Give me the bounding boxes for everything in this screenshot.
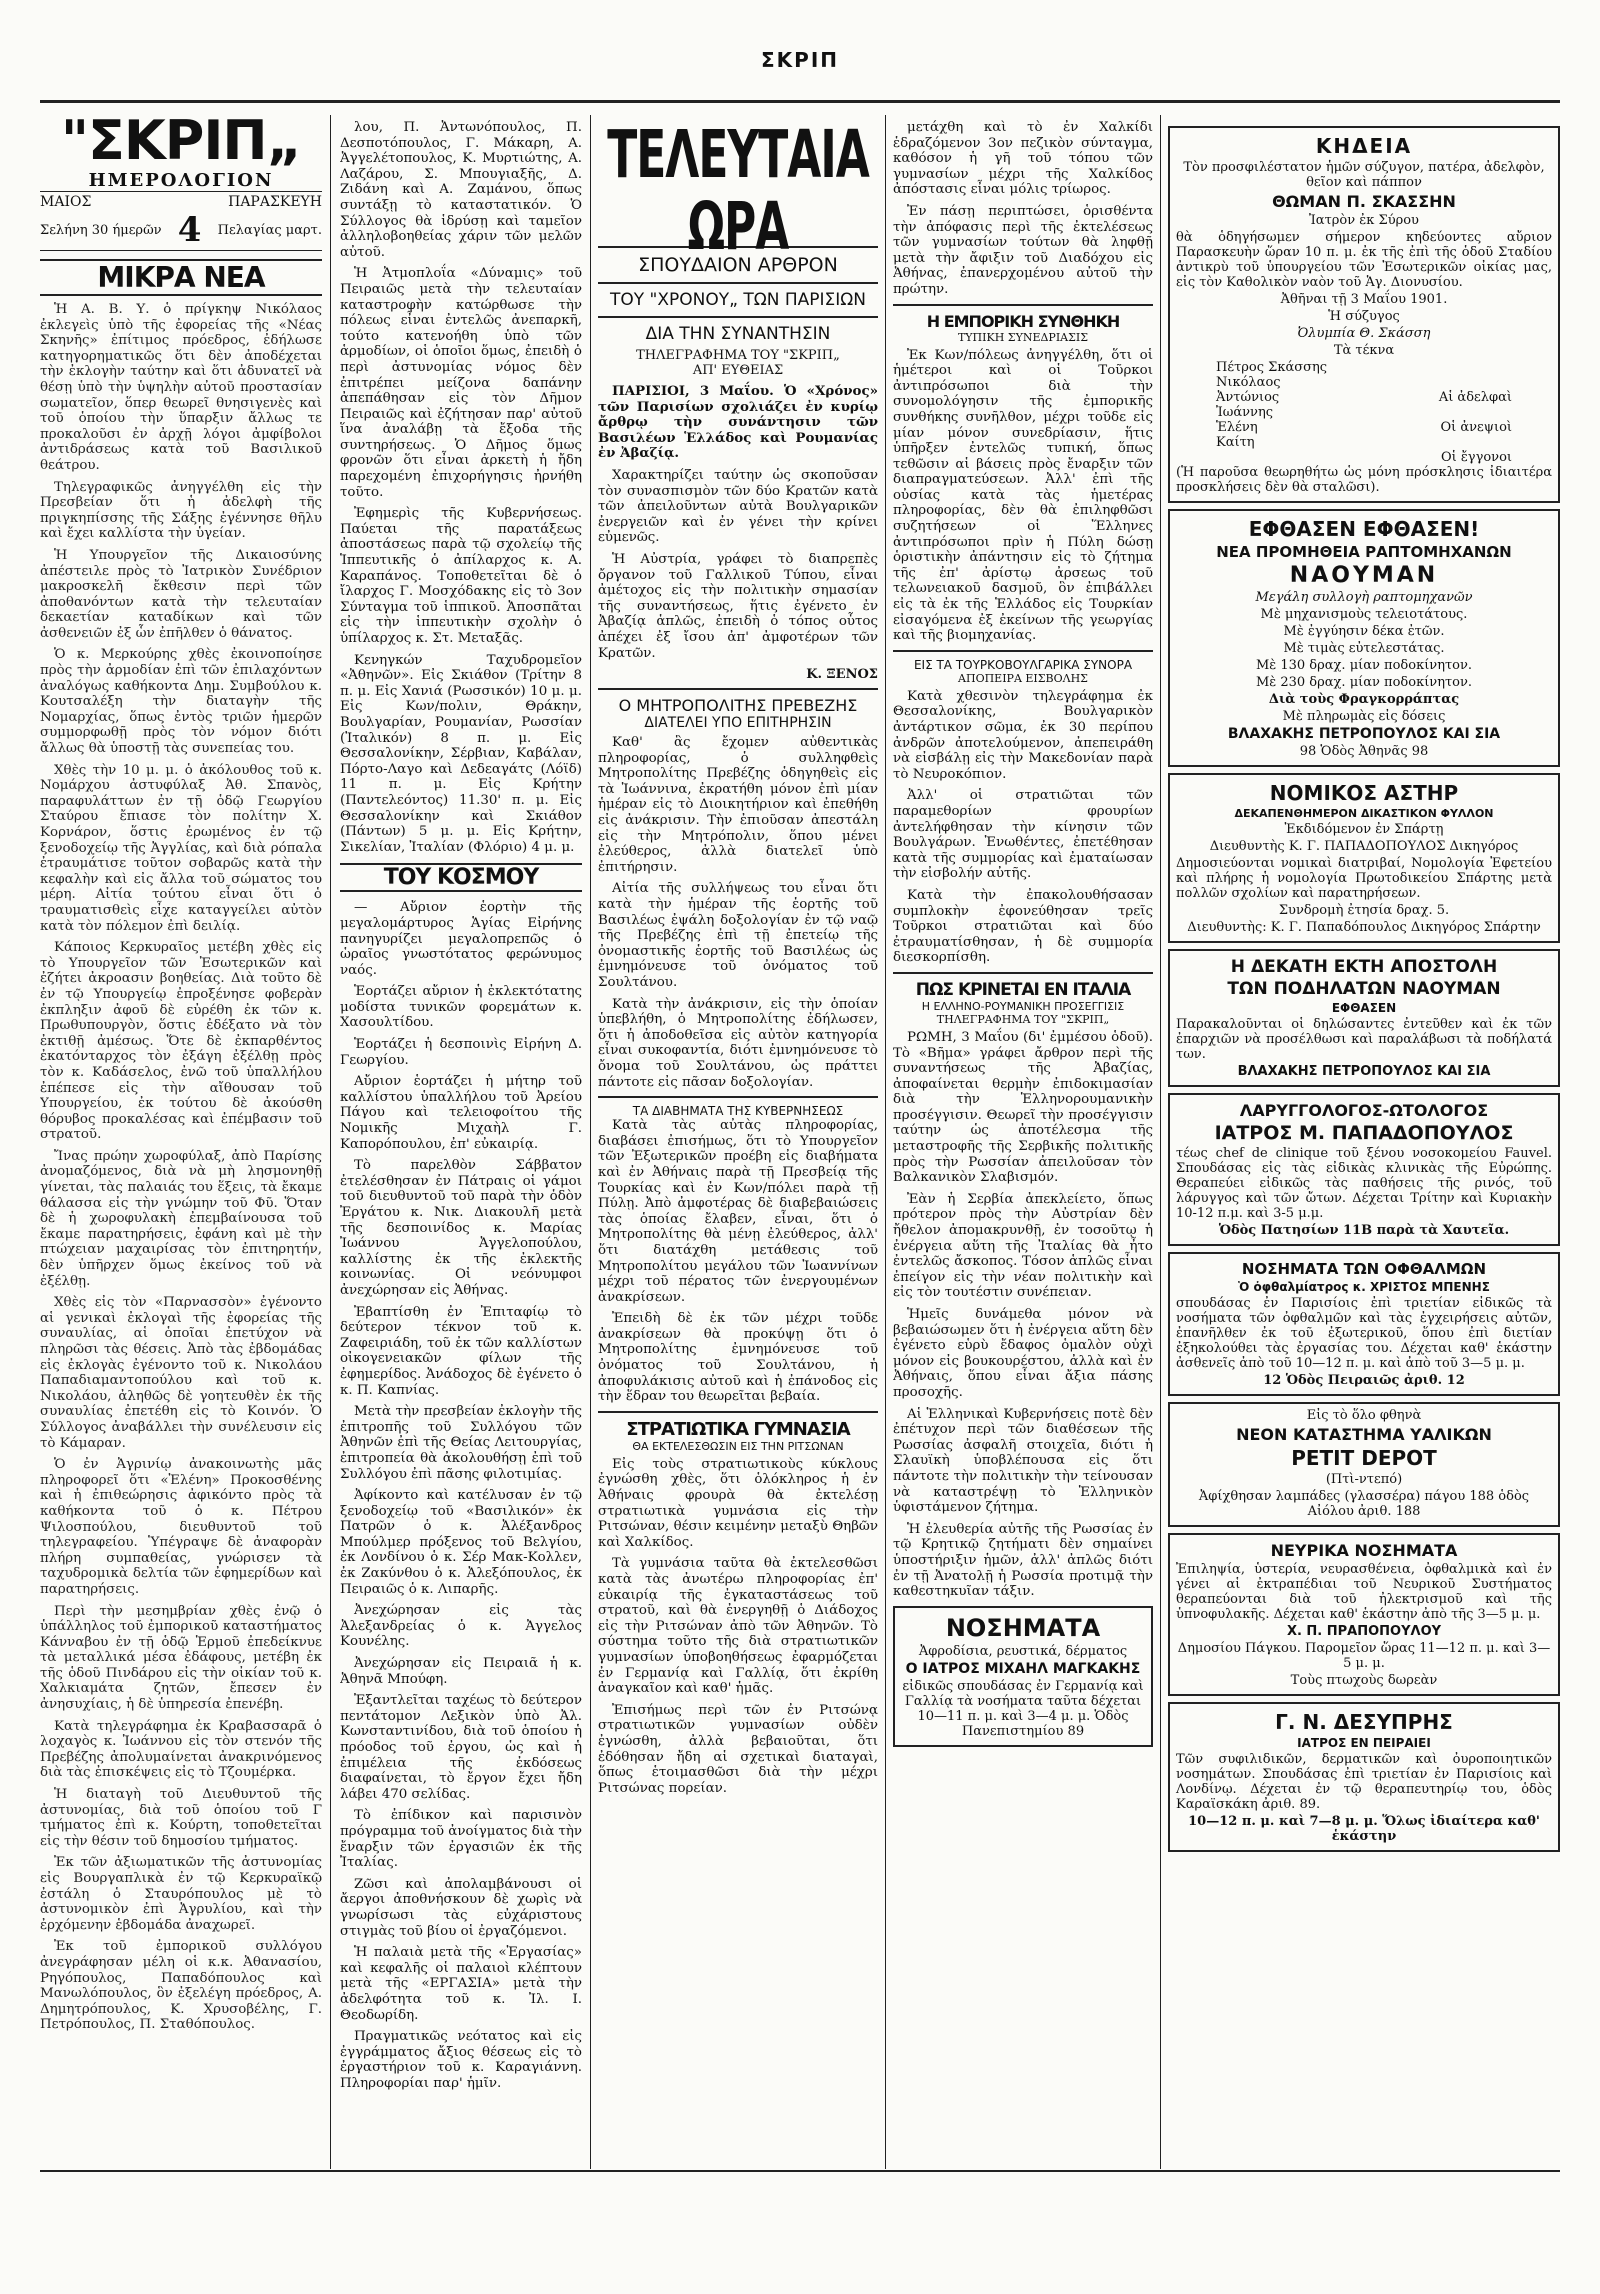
- ad-title: Εἰς τὸ ὅλο φθηνὰ: [1306, 1408, 1422, 1423]
- subheading: ΑΠ' ΕΥΘΕΙΑΣ: [692, 363, 784, 378]
- article-text: Ἐκ Κων/πόλεως ἀνηγγέλθη, ὅτι οἱ ἡμέτεροι καὶ οἱ Τοῦρκοι ἀντιπρόσωποι διὰ τὴν συνομολόγησιν τῆς ἐμπορικῆς συνθήκης συνῆλθον, μέχρι τοῦδε εἰς μίαν μόνον συνεδρίασιν, ἥτις ὑπῆρξεν ἐντελῶς τυπική, ὅπως τεθῶσιν αἱ βάσεις πρὸς ἔναρξιν τῶν διαπραγματεύσεων. Ἀλλ' ἐπὶ τῆς οὐσίας κατὰ τὰς ἡμετέρας πληροφορίας, δὲν θὰ ἐπιληφθῶσι συζητήσεων οἱ Ἕλληνες ἀντιπρόσωποι πρὶν ἡ Πύλη δώσῃ ὁριστικὴν ἀπάντησιν εἰς τὸ ζήτημα τῆς ἐπ' ἀρίστῳ ἀρσεως τοῦ τελωνειακοῦ δασμοῦ, ὃν ἐπιβάλλει εἰς τὰ ἐκ τῆς Ἑλλάδος εἰς Τουρκίαν εἰσαγόμενα ἐξ ἐκείνων τῆς γεωργίας καὶ τῆς βιομηχανίας.: [893, 347, 1153, 644]
- ad-title-2: ΤΩΝ ΠΟΔΗΛΑΤΩΝ ΝΑΟΥΜΑΝ: [1227, 979, 1501, 999]
- relative-role: Οἱ ἀνεψιοὶ: [1440, 420, 1512, 435]
- news-item: Κατὰ τηλεγράφημα ἐκ Κραβασσαρᾶ ὁ λοχαγὸς κ. Ἰωάννου εἰς τὸν στενόν τῆς Πρεβέζης ἀπολυμαίνεται ἀνακρινόμενος διὰ τὰς ἐπισκέψεις εἰς τὸ Τζουμέρκα.: [40, 1718, 322, 1781]
- ad-line: Μὲ 130 δραχ. μίαν ποδοκίνητον.: [1255, 658, 1473, 673]
- ad-text: Τῶν συφιλιδικῶν, δερματικῶν καὶ ὀυροποιητικῶν νοσημάτων. Σπουδάσας ἐπὶ τριετίαν ἐν Παρισίοις καὶ Λονδίνῳ. Δέχεται ἐν τῷ θεραπευτηρίῳ του, ὁδὸς Καραϊσκάκη ἀριθ. 89.: [1176, 1752, 1552, 1812]
- ad-line: Μὲ πληρωμὰς εἰς δόσεις: [1282, 709, 1446, 724]
- ad-title-2: ΝΕΟΝ ΚΑΤΑΣΤΗΜΑ ΥΑΛΙΚΩΝ: [1236, 1425, 1492, 1444]
- date-month: ΜΑΙΟΣ: [40, 194, 92, 210]
- news-item: Κάποιος Κερκυραῖος μετέβη χθὲς εἰς τὸ Υπουργεῖον τῶν Ἐσωτερικῶν καὶ ἐζήτει ἀκροασιν βοηθείας. Διὰ τοῦτο δὲ ἐν τῷ Υπουργείῳ ἐπροξένησε φοβερὰν ἐκπληξιν ἀφοῦ δὲ εὐρέθη ἐκ τῶν κ. Πρωθυπουργὸν, ὅστις ἐδέξατο νὰ τὸν ἐκτιθῇ ἀμέσως. Ὅτε δὲ ἐκπαρθέντος ἐκατόνταρχος τὸν ἐξάγη ἐξέλθῃ πρὸς τὸν κ. Καδάσελος, ἐνῶ τοῦ ὑπαλλήλου ἐπέπεσε εἰς τὴν αἴθουσαν τοῦ Υπουργείου, ἐκ τούτου δὲ ἀκούσθη θόρυβος προκαλέσας καὶ ἐπέμβασιν τοῦ στρατοῦ.: [40, 940, 322, 1143]
- article-text: Αἰτία τῆς συλλήψεως του εἶναι ὅτι κατὰ τὴν ἡμέραν τῆς ἑορτῆς τοῦ Βασιλέως ἐψάλη δοξολογίαν ἐν τῷ ναῷ τῆς Πρεβέζης ἐπὶ τῇ ἐπετείῳ τῆς ὀνομαστικῆς ἑορτῆς τοῦ Βασιλέως ὡς ἐμνημόνευσε τοῦ ὀνόματος τοῦ Σουλτάνου.: [598, 881, 878, 990]
- ad-name: Χ. Π. ΠΡΑΠΟΠΟΥΛΟΥ: [1286, 1624, 1442, 1639]
- section-subheading: ΔΙΑΤΕΛΕΙ ΥΠΟ ΕΠΙΤΗΡΗΣΙΝ: [644, 715, 832, 732]
- society-item: Ἀφίκοντο καὶ κατέλυσαν ἐν τῷ ξενοδοχείῳ τοῦ «Βασιλικόν» ἐκ Πατρῶν ὁ κ. Ἀλέξανδρος Μπούλμερ πρόξενος τοῦ Βελγίου, ἐκ Λονδίνου ὁ κ. Σέρ Μακ-Κολλεν, ἐκ Ζακύνθου ὁ κ. Ἀλεξόπουλος, ἐκ Πειραιῶς ὁ κ. Λιπαρῆς.: [340, 1488, 582, 1597]
- ad-title: ΝΕΥΡΙΚΑ ΝΟΣΗΜΑΤΑ: [1270, 1541, 1458, 1560]
- rule: [598, 282, 878, 284]
- ad-ent-doctor: [1168, 1093, 1560, 1246]
- rule: [598, 688, 878, 690]
- column-1: [40, 112, 322, 2164]
- ad-line: Διευθυντὴς Κ. Γ. ΠΑΠΑΔΟΠΟΥΛΟΣ Δικηγόρος: [1209, 839, 1519, 854]
- section-heading: ΜΙΚΡΑ ΝΕΑ: [40, 259, 322, 296]
- article-text: Ἡ Αὐστρία, γράφει τὸ διαπρεπὲς ὄργανον τοῦ Γαλλικοῦ Τύπου, εἶναι ἀμέτοχος εἰς τὴν πολιτικὴν σημασίαν τῆς συναντήσεως, ἥτις ἐγένετο ἐν Ἀβαζίᾳ ἁπλῶς, ἐπειδὴ ὁ τόπος οὗτος ἀπέχει ἐξ ἴσου ἀπ' ἀμφοτέρων τῶν Κρατῶν.: [598, 551, 878, 661]
- relative-name: Πέτρος Σκάσσης: [1216, 360, 1328, 375]
- society-item: Πραγματικῶς νεότατος καὶ εἰς ἐγγράμματος ἄξιος θέσεως εἰς τὸ ἐργαστήριον τοῦ κ. Καραγιάννη. Πληροφορίαι παρ' ἡμῖν.: [340, 2029, 582, 2091]
- article-text: Κατὰ τὴν ἐπακολουθήσασαν συμπλοκὴν ἐφονεύθησαν τρεῖς Τοῦρκοι στρατιῶται καὶ δύο ἐτραυματίσθησαν, ἡ δὲ συμμορία διεσκορπίσθη.: [893, 887, 1153, 966]
- section-heading: ΣΤΡΑΤΙΩΤΙΚΑ ΓΥΜΝΑΣΙΑ: [626, 1418, 850, 1440]
- subheading: ΤΗΛΕΓΡΑΦΗΜΑ ΤΟΥ "ΣΚΡΙΠ„: [636, 348, 840, 363]
- society-item: Ἡ παλαιὰ μετὰ τῆς «Ἐργασίας» καὶ κεφαλῆς οἱ παλαιοὶ κλέπτουν μετὰ τῆς «ΕΡΓΑΣΙΑ» μετὰ τὴν ἀδελφότητα τοῦ κ. Ἰλ. Ι. Θεοδωρίδη.: [340, 1945, 582, 2023]
- article-text: Ἡμεῖς δυνάμεθα μόνον νὰ βεβαιώσωμεν ὅτι ἡ ἐνέργεια αὕτη δὲν ἐγένετο εὑρὺ ἔδαφος ὁμαλὸν οὐχὶ μόνον εἰς βουκουρέστου, ἀλλὰ καὶ ἐν Ἀθήναις, ὅπου εἶναι ἄξια πάσης προσοχῆς.: [893, 1307, 1153, 1400]
- masthead: "ΣΚΡΙΠ„: [60, 112, 302, 172]
- ad-name: ΙΑΤΡΟΣ Μ. ΠΑΠΑΔΟΠΟΥΛΟΣ: [1214, 1122, 1514, 1144]
- society-item: Ἐβαπτίσθη ἐν Ἐπιταφίῳ τὸ δεύτερον τέκνον τοῦ κ. Ζαφειριάδη, τοῦ ἐκ τῶν καλλίστων οἰκογενειακῶν φίλων τῆς ἐφημερίδος. Ἀνάδοχος δὲ ἐγένετο ὁ κ. Π. Καπνίας.: [340, 1304, 582, 1398]
- article-text: Καθ' ἃς ἔχομεν αὐθεντικὰς πληροφορίας, ὁ συλληφθεὶς Μητροπολίτης Πρεβέζης ὁδηγηθεὶς εἰς τὰ Ἰωάννινα, ἐκρατήθη μόνον ἐπὶ μίαν ἡμέραν εἰς τὸ Διοικητήριον καὶ ἐπεθήθη εἰς ἀνάκρισιν. Τὴν ἐπιοῦσαν ἀπεστάλη εἰς τὴν Μητρόπολιν, ὅπου μένει ἐλεύθερος, ἀλλὰ διατελεῖ ὑπὸ ἐπιτήρησιν.: [598, 735, 878, 875]
- relative-role: Αἱ ἀδελφαὶ: [1438, 390, 1512, 405]
- relative-row: [1216, 420, 1512, 435]
- society-item: Ἀνεχώρησαν εἰς Πειραιᾶ ἡ κ. Ἀθηνᾶ Μπούφη.: [340, 1656, 582, 1687]
- news-item: Ἴνας πρώην χωροφύλαξ, ἀπὸ Παρίσης ἀνομαζόμενος, διὰ νὰ μὴ λησμονηθῇ γίνεται, τὰς παλαιάς του ἕξεις, τὰ ἔκαμε θάλασσα εἰς τὴν γνώμην τοῦ Φῦ. Ὅταν δὲ ἡ χωροφυλακὴ ἐπεμβαίνουσα τοῦ ἔκαμε παρατηρήσεις, ἐφάνη καὶ μὲ τὴν πτώχειαν μαχαιρίσας τὸν ἐπιτηρητήν, δὲν ὑπῆρχεν ὅμως ἐκείνος τοῦ νὰ ἐξέλθῃ.: [40, 1148, 322, 1289]
- news-list: [40, 302, 322, 2033]
- society-item: Μετὰ τὴν πρεσβείαν ἐκλογὴν τῆς ἐπιτροπῆς τοῦ Συλλόγου τῶν Ἀθηνῶν ἐπὶ τῆς Θείας Λειτουργίας, ἐπιτροπεία θὰ ἀκολουθήσῃ ἐπὶ τοῦ Συλλόγου ἐπὶ πᾶσης φιλοτιμίας.: [340, 1404, 582, 1482]
- article-text: Ἀλλ' οἱ στρατιῶται τῶν παραμεθορίων φρουρίων ἀντελήφθησαν τὴν κίνησιν τῶν Βουλγάρων. Ἐνωθέντες, ἐπετέθησαν κατὰ τῆς συμμορίας καὶ ἐματαίωσαν τὴν εἰσβολήν αὐτῆς.: [893, 788, 1153, 882]
- relative-row: [1216, 450, 1512, 465]
- article-text: Κατὰ τὰς αὐτὰς πληροφορίας, διαβάσει ἐπισήμως, ὅτι τὸ Υπουργεῖον τῶν Ἐξωτερικῶν προέβη εἰς διαβήματα καὶ ἐν Ἀθήναις παρὰ τῇ Πρεσβείᾳ τῆς Τουρκίας καὶ ἐν Κων/πόλει παρὰ τῇ Πύλῃ. Ἀπὸ ἀμφοτέρας δὲ διαβεβαιώσεις τὰς ὁποίας ἔλαβεν, εἶναι, ὅτι ὁ Μητροπολίτης θὰ μένῃ ἐλεύθερος, ἀλλ' ὅτι διατάχθη μετάθεσις τοῦ Μητροπολίτου μεγάλου τῶν Ἰωαννίνων μέχρι τοῦ πέρατος τῶν ἐνεργουμένων ἀνακρίσεων.: [598, 1118, 878, 1305]
- article-text: Ἡ ἐλευθερία αὐτῆς τῆς Ρωσσίας ἐν τῷ Κρητικῷ ζητήματι δὲν σημαίνει ὑποστήριξιν ἡμῶν, ἀλλ' ἀπλῶς διότι ἐν τῇ Ἀνατολῇ ἡ Ρωσσία προτιμᾷ τὴν καθεστηκυῖαν τάξιν.: [893, 1521, 1153, 1600]
- ad-title: ΝΟΣΗΜΑΤΑ ΤΩΝ ΟΦΘΑΛΜΩΝ: [1241, 1260, 1487, 1278]
- subheading: ΤΟΥ "ΧΡΟΝΟΥ„ ΤΩΝ ΠΑΡΙΣΙΩΝ: [610, 290, 866, 310]
- ad-title: ΛΑΡΥΓΓΟΛΟΓΟΣ-ΩΤΟΛΟΓΟΣ: [1239, 1101, 1489, 1120]
- ad-title: ΝΟΜΙΚΟΣ ΑΣΤΗΡ: [1269, 781, 1459, 805]
- article-text: Αἱ Ἑλληνικαὶ Κυβερνήσεις ποτὲ δὲν ἐπέτυχον περὶ τῶν διαθέσεων τῆς Ρωσσίας ἀσφαλῆ στοιχεῖα, διότι ἡ Σλαυϊκὴ ὑποβλέπουσα εἰς ὅτι πάντοτε τὴν πολιτικὴν τὴν τείνουσαν νὰ καταστρέψῃ τὸ Ἑλληνικὸν ὑφιστάμενον ζήτημα.: [893, 1406, 1153, 1516]
- society-item: — Αὔριον ἑορτὴν τῆς μεγαλομάρτυρος Ἁγίας Εἰρήνης πανηγυρίζει μεγαλοπρεπῶς ὁ ὡραῖος γνωστότατος φερώνυμος ναός.: [340, 900, 582, 978]
- news-item: Κενηγκών Ταχυδρομεῖον «Ἀθηνῶν». Εἰς Σκιάθον (Τρίτην 8 π. μ. Εἰς Χανιά (Ρωσσικόν) 10 μ. μ. Εἰς Κων/πολιν, Θράκην, Βουλγαρίαν, Ρουμανίαν, Ρωσσίαν (Ἰταλικόν) 8 π. μ. Εἰς Θεσσαλονίκην, Σέρβιαν, Καβάλαν, Πόρτο-Λαγο καὶ Δεδεαγάτς (Λόϊδ) 11 π. μ. Εἰς Κρήτην (Παντελεόντος) 11.30' π. μ. Εἰς Θεσσαλονίκην καὶ Σκιάθον (Πάντων) 5 μ. μ. Εἰς Κρήτην, Σικελίαν, Ἰταλίαν (Φλόριο) 4 μ. μ.: [340, 652, 582, 855]
- ad-brand: PETIT DEPOT: [1291, 1446, 1437, 1470]
- ad-legal-paper: [1168, 773, 1560, 943]
- masthead-subtitle: ΗΜΕΡΟΛΟΓΙΟΝ: [88, 170, 274, 191]
- section-heading: ΕΙΣ ΤΑ ΤΟΥΡΚΟΒΟΥΛΓΑΡΙΚΑ ΣΥΝΟΡΑ: [913, 657, 1133, 672]
- ad-text: Ἀφίχθησαν λαμπάδες (γλασσέρα) πάγου 188 ὁδὸς Αἰόλου ἀριθ. 188: [1198, 1489, 1530, 1519]
- ad-text: σπουδάσας ἐν Παρισίοις ἐπὶ τριετίαν εἰδικῶς τὰ νοσήματα τῶν ὀφθαλμῶν καὶ τὰς ἐγχειρήσεις αὐτῶν, ἐπανῆλθεν ἐκ τοῦ ἐξωτερικοῦ, ὅπου ἐπὶ διετίαν ἐξηκολούθει τὰς ἐργασίας του. Δέχεται καθ' ἑκάστην ἀσθενεῖς ἀπὸ τοῦ 10—12 π. μ. καὶ ἀπὸ τοῦ 3—5 μ. μ.: [1176, 1296, 1552, 1371]
- section-heading: Η ΕΜΠΟΡΙΚΗ ΣΥΝΘΗΚΗ: [926, 311, 1120, 331]
- column-4: [893, 120, 1153, 2164]
- article-text: Ἐὰν ἡ Σερβία ἀπεκλείετο, ὅπως πρότερον πρὸς τὴν Αὐστρίαν δὲν ἤθελον ἀπομακρυνθῇ, ἐν τοσοῦτῳ ἡ ἐνέργεια αὕτη τῆς Ἰταλίας θὰ ἦτο ἐντελῶς ἄσκοπος. Τόσον ἁπλῶς εἶναι ἐπείγον εἰς τὴν νέαν πολιτικὴν καὶ εἰς τὸν τουτέστιν συνέπειαν.: [893, 1191, 1153, 1301]
- news-item: Ὁ κ. Μερκούρης χθὲς ἐκοινοποίησε πρὸς τὴν ἀρμοδίαν ἐπὶ τῶν ἐπιλαχόντων ἀναλόγως καθήκοντα Δημ. Συμβούλου κ. Κουτσαλέξη τὴν διαταγὴν τῆς Νομαρχίας, ὅπως ἐντὸς τριῶν ἡμερῶν συμμορφωθῇ πρὸς τὸν νόμον διότι ἄλλως θὰ ὑποστῇ τὰς συνεπείας του.: [40, 647, 322, 757]
- article-text: Ἐπειδὴ δὲ ἐκ τῶν μέχρι τοῦδε ἀνακρίσεων θὰ προκύψῃ ὅτι ὁ Μητροπολίτης ἐμνημόνευσε τοῦ ὀνόματος τοῦ Σουλτάνου, ἡ ἀποφυλάκισις αὐτοῦ καὶ ἡ ἐπάνοδος εἰς τὴν ἕδραν του θεωρεῖται βεβαία.: [598, 1311, 878, 1405]
- ad-piraeus-doctor: [1168, 1702, 1560, 1852]
- funeral-notice: [1168, 126, 1560, 503]
- ad-name: Ὁ ὀφθαλμίατρος κ. ΧΡΙΣΤΟΣ ΜΠΕΝΗΣ: [1238, 1280, 1490, 1294]
- saint-day: Πελαγίας μαρτ.: [217, 222, 322, 238]
- ad-subtitle: (Πτὶ-ντεπό): [1325, 1472, 1403, 1487]
- ad-text: εἰδικῶς σπουδάσας ἐν Γερμανίᾳ καὶ Γαλλίᾳ τὰ νοσήματα ταῦτα δέχεται 10—11 π. μ. καὶ 3—4 μ. μ. Ὁδὸς Πανεπιστημίου 89: [902, 1678, 1144, 1739]
- society-item: Τὸ παρελθὸν Σάββατον ἐτελέσθησαν ἐν Πάτραις οἱ γάμοι τοῦ διευθυντοῦ τοῦ παρὰ τὴν ὁδὸν Ἐργάτου κ. Νικ. Διακουλῆ μετὰ τῆς δεσποινίδος κ. Μαρίας Ἰωάννου Ἀγγελοπούλου, καλλίστης ἐκ τῆς ἐκλεκτῆς κοινωνίας. Οἱ νεόνυμφοι ἀνεχώρησαν εἰς Ἀθήνας.: [340, 1158, 582, 1298]
- news-item: Τηλεγραφικῶς ἀνηγγέλθη εἰς τὴν Πρεσβείαν ὅτι ἡ ἀδελφὴ τῆς πριγκηπίσσης τῆς Σάξης ἐγέννησε θῆλυ καὶ ἔχει καλλίστα τὴν ὑγείαν.: [40, 479, 322, 542]
- section-heading: ΠΩΣ ΚΡΙΝΕΤΑΙ ΕΝ ΙΤΑΛΙΑ: [915, 979, 1131, 1000]
- date-weekday: ΠΑΡΑΣΚΕΥΗ: [228, 194, 322, 210]
- rule: [893, 304, 1153, 306]
- article-text: Εἰς τοὺς στρατιωτικοὺς κύκλους ἐγνώσθη χθὲς, ὅτι ὁλόκληρος ἡ ἐν Ἀθήναις φρουρὰ θὰ ἐκτελέσῃ στρατιωτικὰ γυμνάσια εἰς τὴν Ριτσώναν, θέσιν κειμένην μεταξὺ Θηβῶν καὶ Χαλκίδος.: [598, 1456, 878, 1550]
- article-text: ΡΩΜΗ, 3 Μαΐου (δι' ἐμμέσου ὁδοῦ). Τὸ «Βῆμα» γράφει ἄρθρον περὶ τῆς συναντήσεως τῆς Ἀβαζίας, ἀποφαίνεται θερμὴν ἐπιδοκιμασίαν διὰ τὴν Ἑλληνορουμανικὴν προσέγγισιν. Θεωρεῖ τὴν προσέγγισιν ταύτην ὡς ἀποτέλεσμα τῆς μεταστροφῆς τῆς Σερβικῆς πολιτικῆς πρὸς τὴν Ρωσσίαν ἀπειλοῦσαν τὸν Βαλκανικὸν Σλαβισμόν.: [893, 1029, 1153, 1186]
- news-item: λου, Π. Ἀντωνόπουλος, Π. Δεσποτόπουλος, Γ. Μάκαρη, Α. Ἀγγελέτοπουλος, Κ. Μυρτιώτης, Α. Λαζάρου, Σ. Μπουγιαξῆς, Δ. Ζιδάνη καὶ Α. Ζαμάνου, ὅπως συντάξῃ τὸ καταστατικόν. Ὁ Σύλλογος θὰ ἱδρύσῃ καὶ ταμεῖον ἀλληλοβοηθείας χάριν τῶν μελῶν αὐτοῦ.: [340, 120, 582, 260]
- news-item: Χθὲς τὴν 10 μ. μ. ὁ ἀκόλουθος τοῦ κ. Νομάρχου ἀστυφύλαξ Ἀθ. Σπανὸς, παραφυλάττων ἐν τῇ ὁδῷ Γεωργίου Σταύρου ἔπιασε τὸν πολίτην Χ. Κορνάρον, ὅστις ἐρωμένος ἐν τῷ ξενοδοχείῳ τῆς Ἀγγλίας, καὶ διὰ ρόπαλα ἐτραυμάτισε τοῦτον σοβαρῶς κατὰ τὴν κεφαλὴν καὶ εἰς ἄλλα τοῦ σώματος του μέρη. Αἰτία τούτου εἶναι ὅτι ὁ τραυματισθεὶς εἶχε καταγγείλει αὐτὸν κατὰ τὸν πόλεμον ἐπὶ δειλίᾳ.: [40, 762, 322, 934]
- rule: [893, 972, 1153, 974]
- section-subheading: ΘΑ ΕΚΤΕΛΕΣΘΩΣΙΝ ΕΙΣ ΤΗΝ ΡΙΤΣΩΝΑΝ: [632, 1439, 844, 1453]
- ad-line: Διὰ τοὺς Φραγκορράπτας: [1268, 692, 1460, 707]
- subheading: ΔΙΑ ΤΗΝ ΣΥΝΑΝΤΗΣΙΝ: [645, 324, 831, 344]
- ad-line: Μὲ τιμὰς εὐτελεστάτας.: [1283, 641, 1445, 656]
- column-rule: [590, 115, 591, 2169]
- relative-row: [1216, 375, 1512, 390]
- ad-title-2: ΝΕΑ ΠΡΟΜΗΘΕΙΑ ΡΑΠΤΟΜΗΧΑΝΩΝ: [1216, 543, 1512, 561]
- society-item: Ἑορτάζει αὔριον ἡ ἐκλεκτότατης μοδίστα τυνικῶν φορεμάτων κ. Χασουλτίδου.: [340, 984, 582, 1031]
- bottom-rule: [40, 2170, 1560, 2172]
- relative-name: Καίτη: [1216, 435, 1255, 450]
- article-text: μετάχθη καὶ τὸ ἐν Χαλκίδι ἑδραζόμενον 3ον πεζικὸν σύνταγμα, καθόσον ἡ γῆ τοῦ τόπου τῶν γυμνασίων μέχρι τῆς Χαλκίδος ἀπόστασις εἶναι μόλις τρίωρος.: [893, 120, 1153, 198]
- ad-doctor: [893, 1606, 1153, 1747]
- relatives-list: [1176, 360, 1552, 465]
- relative-row: [1216, 390, 1512, 405]
- ad-subtitle: ΙΑΤΡΟΣ ΕΝ ΠΕΙΡΑΙΕΙ: [1297, 1736, 1431, 1750]
- headline-big: ΤΕΛΕΥΤΑΙΑ ΩΡΑ: [607, 120, 869, 266]
- moon-phase: Σελήνη 30 ήμερῶν: [40, 222, 162, 238]
- relative-name: Ἀντώνιος: [1216, 390, 1280, 405]
- news-item: Χθὲς εἰς τὸν «Παρνασσὸν» ἐγένοντο αἱ γενικαὶ ἐκλογαὶ τῆς ἐφορείας τῆς συναυλίας, αἱ ὁποῖαι ἐπετύχον νὰ πληρῶσι τὰς θέσεις. Ἀπὸ τὰς ἐβδομάδας εἰς ἐκλογὰς ἐγένοντο τοῦ κ. Νικολάου Παπαδιαμαντοπούλου καὶ τοῦ κ. Νικολάου, ἀληθῶς δὲ γοητευθὲν ἐκ τῆς συναυλίας ἐπετέθη εἰς τὸ Κοινόν. Ὁ Σύλλογος ἀναβάλλει τὴν συνέλευσιν εἰς τὸ Κάμαραν.: [40, 1295, 322, 1451]
- ad-text: Ἐπιληψία, ὑστερία, νευρασθένεια, ὀφθαλμικὰ καὶ ἐν γένει αἱ ἐκτραπέδιαι τοῦ Νευρικοῦ Συστήματος θεραπεύονται διὰ τοῦ ἠλεκτρισμοῦ καὶ τῆς ὑπνοφυλακῆς. Δέχεται καθ' ἑκάστην ἀπὸ τῆς 3—5 μ. μ.: [1176, 1562, 1552, 1622]
- ad-address: 98 Ὁδὸς Ἀθηνᾶς 98: [1299, 744, 1429, 759]
- section-heading: ΤΑ ΔΙΑΒΗΜΑΤΑ ΤΗΣ ΚΥΒΕΡΝΗΣΕΩΣ: [632, 1104, 844, 1119]
- ad-glassware: [1168, 1402, 1560, 1527]
- ad-dealer: ΒΛΑΧΑΚΗΣ ΠΕΤΡΟΠΟΥΛΟΣ ΚΑΙ ΣΙΑ: [1237, 1064, 1491, 1079]
- relative-name: Νικόλαος: [1216, 375, 1281, 390]
- article-text: Κατὰ χθεσινὸν τηλεγράφημα ἐκ Θεσσαλονίκης, Βουλγαρικὸν ἀντάρτικον σῶμα, ἐκ 30 περίπου ἀνδρῶν ἀποτελούμενον, ἀπεπειράθη νὰ εἰσβάλῃ εἰς τὴν Μακεδονίαν παρὰ τὸ Νευροκόπιον.: [893, 688, 1153, 782]
- ad-title: Γ. Ν. ΔΕΣΥΠΡΗΣ: [1275, 1710, 1453, 1734]
- section-heading: ΤΟΥ ΚΟΣΜΟΥ: [340, 863, 582, 892]
- society-item: Ζῶσι καὶ ἀπολαμβάνουσι οἱ ἄεργοι ἀποθνήσκουν δὲ χωρὶς νὰ γνωρίσωσι τὰς εὐχάριστους στιγμὰς τοῦ βίου οἱ ἐργαζόμενοι.: [340, 1876, 582, 1939]
- column-rule: [330, 115, 331, 2169]
- running-head: ΣΚΡΙΠ: [761, 48, 839, 72]
- funeral-role: Ἰατρὸν ἐκ Σύρου: [1309, 213, 1419, 228]
- ad-title-3: ΕΦΘΑΣΕΝ: [1331, 1001, 1397, 1015]
- funeral-name: ΘΩΜΑΝ Π. ΣΚΑΣΣΗΝ: [1272, 192, 1456, 211]
- ad-dealer: ΒΛΑΧΑΚΗΣ ΠΕΤΡΟΠΟΥΛΟΣ ΚΑΙ ΣΙΑ: [1227, 726, 1501, 742]
- ad-text: Παρακαλοῦνται οἱ δηλώσαντες ἐντεῦθεν καὶ ἐκ τῶν ἐπαρχιῶν νὰ προσέλθωσι καὶ παραλάβωσι τὰ ποδήλατά των.: [1176, 1017, 1552, 1062]
- funeral-note: (Ἡ παροῦσα θεωρηθήτω ὡς μόνη πρόσκλησις ἰδιαιτέρα προσκλήσεις δὲν θὰ σταλῶσι).: [1176, 465, 1552, 495]
- rule: [893, 650, 1153, 652]
- section-subheading: ΤΗΛΕΓΡΑΦΗΜΑ ΤΟΥ "ΣΚΡΙΠ„: [936, 1012, 1110, 1026]
- ad-subtitle: ΔΕΚΑΠΕΝΘΗΜΕΡΟΝ ΔΙΚΑΣΤΙΚΟΝ ΦΥΛΛΟΝ: [1234, 807, 1494, 820]
- rule: [598, 316, 878, 318]
- news-item: Ἐκ τῶν ἀξιωματικῶν τῆς ἀστυνομίας εἰς Βουργαπλικὰ ἐν τῷ Κερκυραϊκῷ ἐστάλη ὁ Σταυρόπουλος μὲ τὸ ἀστυνομικὸν ἐπὶ Ἀγρυλίου, καὶ τὴν ἐρχόμενην ἑβδομάδα ἀναχωρεῖ.: [40, 1855, 322, 1933]
- ad-eye-doctor: [1168, 1252, 1560, 1396]
- ad-title: ΕΦΘΑΣΕΝ ΕΦΘΑΣΕΝ!: [1248, 517, 1480, 541]
- funeral-spouse: Ὀλυμπία Θ. Σκάσση: [1297, 326, 1431, 341]
- news-item: Ἡ διαταγὴ τοῦ Διευθυντοῦ τῆς ἀστυνομίας, διὰ τοῦ ὁποίου τοῦ Γ τμήματος ἐπὶ κ. Κούρτη, τοποθετεῖται εἰς τὴν θέσιν τοῦ δημοσίου τμήματος.: [40, 1787, 322, 1849]
- ad-line: Διευθυντὴς: Κ. Γ. Παπαδόπουλος Δικηγόρος Σπάρτην: [1187, 920, 1541, 935]
- signature: Κ. ΞΕΝΟΣ: [806, 667, 878, 683]
- ad-subtitle: Μεγάλη συλλογὴ ραπτομηχανῶν: [1255, 590, 1473, 605]
- date-line: [40, 191, 322, 210]
- ad-title: ΝΟΣΗΜΑΤΑ: [945, 1613, 1101, 1642]
- ad-address: Δημοσίου Πάγκου. Παρομεῖον ὥρας 11—12 π. μ. καὶ 3—5 μ. μ.: [1177, 1641, 1551, 1671]
- ad-line: Δημοσιεύονται νομικαὶ διατριβαί, Νομολογία Ἐφετείου καὶ πλήρης ἡ νομολογία Πρωτοδικείου Σπάρτης μετὰ πολλῶν σχολίων καὶ παρατηρήσεων.: [1176, 856, 1552, 901]
- ad-address: Ὁδὸς Πατησίων 11Β παρὰ τὰ Χαυτεῖα.: [1218, 1223, 1510, 1238]
- society-item: Ἀνεχώρησαν εἰς τὰς Ἀλεξανδρείας ὁ κ. Ἀγγελος Κουνέλης.: [340, 1603, 582, 1650]
- article-text: Χαρακτηρίζει ταύτην ὡς σκοποῦσαν τὸν συνασπισμὸν τῶν δύο Κρατῶν κατὰ τῶν ἀπειλοῦντων αὐτὰ Βουλγαρικῶν ἐνεργειῶν καὶ ἐν γένει τὴν κρίνει εὐμενῶς.: [598, 467, 878, 546]
- day-number: 4: [177, 210, 202, 250]
- ad-line: Ἐκδιδόμενον ἐν Σπάρτῃ: [1284, 822, 1444, 837]
- section-subheading: ΑΠΟΠΕΙΡΑ ΕΙΣΒΟΛΗΣ: [958, 671, 1088, 685]
- rule: [598, 1411, 878, 1413]
- ad-nervous-diseases: [1168, 1533, 1560, 1696]
- ad-text: τέως chef de clinique τοῦ ξένου νοσοκομείου Fauvel. Σπουδάσας εἰς τὰς εἰδικὰς κλινικὰς τῆς Εὐρώπης. Θεραπεύει εἰδικῶς τὰς παθήσεις τῆς ρινός, τοῦ λάρυγγος καὶ τῶν ὤτων. Δέχεται Τρίτην καὶ Κυριακὴν 10-12 π.μ. καὶ 3-5 μ.μ.: [1176, 1146, 1552, 1221]
- ad-title: Η ΔΕΚΑΤΗ ΕΚΤΗ ΑΠΟΣΤΟΛΗ: [1230, 957, 1498, 977]
- column-3: [598, 120, 878, 2164]
- subheading: ΣΠΟΥΔΑΙΟΝ ΑΡΘΡΟΝ: [638, 254, 838, 276]
- relative-row: [1216, 360, 1512, 375]
- column-rule: [1160, 115, 1161, 2169]
- ad-line: Συνδρομὴ ἐτησία δραχ. 5.: [1278, 903, 1450, 918]
- column-2: [340, 120, 582, 2164]
- news-item: Περὶ τὴν μεσημβρίαν χθὲς ἐνῷ ὁ ὑπάλληλος τοῦ ἐμπορικοῦ καταστήματος Κάνναβου ἐν τῇ ὁδῷ Ἑρμοῦ ἐπεδείκνυε τὰ μεταλλικά μέσα ἐδάφους, μετέβη ἐκ τῆς ὁδοῦ Πινδάρου εἰς τὴν οἰκίαν τοῦ κ. Χαλκιαμάτα ζητῶν, ἔπεσεν ἐν ἀνησυχίαις, ἡ δὲ ὑπηρεσία ἐπενέβη.: [40, 1603, 322, 1713]
- section-subheading: Η ΕΛΛΗΝΟ-ΡΟΥΜΑΝΙΚΗ ΠΡΟΣΕΓΓΙΣΙΣ: [921, 999, 1125, 1013]
- relative-row: [1216, 405, 1512, 420]
- ad-line: Μὲ 230 δραχ. μίαν ποδοκίνητον.: [1255, 675, 1473, 690]
- ad-sewing-machines: [1168, 509, 1560, 767]
- column-5-ads: [1168, 120, 1560, 2164]
- column-rule: [885, 115, 886, 2169]
- ad-hours: 10—12 π. μ. καὶ 7—8 μ. μ. Ὅλως ἰδιαίτερα καθ' ἑκάστην: [1188, 1814, 1540, 1844]
- relative-row: [1216, 435, 1512, 450]
- date-line-2: [40, 210, 322, 251]
- society-item: Ἐξαντλεῖται ταχέως τὸ δεύτερον πεντάτομον Λεξικὸν ὑπὸ Ἀλ. Κωνσταντινίδου, διὰ τοῦ ὁποίου ἡ πρόοδος τοῦ ἐργου, ὡς καὶ ἡ ἐπιμέλεια τῆς ἐκδόσεως διαφαίνεται, τὸ ἔργον ἔχει ἤδη λάβει 470 σελίδας.: [340, 1693, 582, 1802]
- funeral-place: Ἀθῆναι τῇ 3 Μαΐου 1901.: [1280, 292, 1448, 307]
- news-item: Ὁ ἐν Ἀγρινίῳ ἀνακοινωτὴς μᾶς πληροφορεῖ ὅτι «Ἐλένη» Προκοσθένης καὶ ἡ ἐπιθεώρησις ἀφικόντο πρὸς τὰ καθήκοντα τοῦ ὁ κ. Πέτρου Ψιλοσπούλου, διευθυντοῦ τοῦ τηλεγραφείου. Ὑπέγραψε δὲ ἀναφορὰν πλήρη συμπαθείας, γνώρισεν τὰ ταχυδρομικὰ δελτία τῶν ἐφημερίδων καὶ παρατηρήσεις.: [40, 1457, 322, 1597]
- ad-name: Ο ΙΑΤΡΟΣ ΜΙΧΑΗΛ ΜΑΓΚΑΚΗΣ: [905, 1660, 1141, 1677]
- article-text: Κατὰ τὴν ἀνάκρισιν, εἰς τὴν ὁποίαν ὑπεβλήθη, ὁ Μητροπολίτης ἐδήλωσεν, ὅτι ἡ ἀποδοθεῖσα εἰς αὐτὸν κατηγορία εἶναι συκοφαντία, διότι ἐμνημόνευσε τὸ ὄνομα τοῦ Σουλτάνου, ὡς πράττει πάντοτε εἰς πᾶσαν δοξολογίαν.: [598, 996, 878, 1090]
- news-item: Ἡ Υπουργεῖον τῆς Δικαιοσύνης ἀπέστειλε πρὸς τὸ Ἰατρικὸν Συνέδριον μακροσκελῆ ἔκθεσιν περὶ τῶν ἀποθανόντων κατὰ τὴν τελευταίαν δεκαετίαν καταδίκων καὶ τῶν ἀσθενειῶν ἐξ ὧν ἐπῆλθεν ὁ θάνατος.: [40, 547, 322, 641]
- ad-subtitle: Ἀφροδίσια, ρευστικά, δέρματος: [918, 1643, 1128, 1659]
- article-text: Τὰ γυμνάσια ταῦτα θὰ ἐκτελεσθῶσι κατὰ τὰς ἀνωτέρω πληροφορίας ἐπ' εὐκαιρίᾳ τῆς ἐγκαταστάσεως τοῦ στρατοῦ, καὶ θὰ ἐνεργηθῇ ὁ Διάδοχος εἰς τὴν Ριτσώναν ἀπὸ τῶν Ἀθηνῶν. Τὸ σύστημα τοῦτο τῆς διὰ στρατιωτικῶν γυμνασίων ὑποβοηθήσεως ἐφαρμόζεται ἐν Γερμανίᾳ καὶ Γαλλίᾳ, ὅτι ἐκρίθη ἀναγκαῖον καὶ καθ' ἡμᾶς.: [598, 1556, 878, 1697]
- funeral-spouse-label: Ἡ σύζυγος: [1328, 309, 1400, 324]
- society-item: Ἑορτάζει ἡ δεσποινὶς Εἰρήνη Δ. Γεωργίου.: [340, 1037, 582, 1068]
- article-text: Ἐν πάσῃ περιπτώσει, ὁρισθέντα τὴν ἀπόφασις περὶ τῆς ἐκτελέσεως τῶν γυμνασίων τούτων θὰ ληφθῇ μετὰ τὴν ἄφιξιν τοῦ Διαδόχου εἰς Ἀθήνας, ἐπανερχομένου αὐτοῦ τὴν πρώτην.: [893, 203, 1153, 297]
- ad-bicycles: [1168, 949, 1560, 1087]
- ad-note: Τοὺς πτωχοὺς δωρεὰν: [1290, 1673, 1438, 1688]
- society-item: Τὸ ἐπίδικον καὶ παρισινὸν πρόγραμμα τοῦ ἀνοίγματος διὰ τὴν ἔναρξιν τῶν ἐργασιῶν ἐκ τῆς Ἰταλίας.: [340, 1808, 582, 1871]
- section-subheading: ΤΥΠΙΚΗ ΣΥΝΕΔΡΙΑΣΙΣ: [957, 330, 1089, 344]
- ad-address: 12 Ὁδὸς Πειραιῶς ἀριθ. 12: [1263, 1373, 1465, 1388]
- news-item: Ἡ Ἀτμοπλοΐα «Δύναμις» τοῦ Πειραιῶς μετὰ τὴν τελευταίαν καταστροφὴν κατώρθωσε τὴν πόλεως εἶναι ἐντελῶς ἀνεπαρκῆ, τούτο κατενοήθη ὑπὸ τῶν ἁρμοδίων, οἱ ὁποῖοι ὅμως, ἐπειδὴ ὁ περὶ ἀστυνομίας νόμος δὲν ἐπιτρέπει μείζονα δαπάνην ἀπεπάθησαν εἰς τὸν Δῆμον Πειραιῶς καὶ ἐζήτησαν παρ' αὐτοῦ ἵνα ἀναλάβῃ τὰ ἔξοδα τῆς συντηρήσεως. Ὁ Δῆμος ὅμως φρονῶν ὅτι εἶναι ἀρκετὴ ἡ ἤδη παρεχομένη ἐπιχορήγησις ἠρνήθη τοῦτο.: [340, 266, 582, 500]
- article-text: ΠΑΡΙΣΙΟΙ, 3 Μαΐου. Ὁ «Χρόνος» τῶν Παρισίων σχολιάζει ἐν κυρίῳ ἄρθρῳ τὴν συνάντησιν τῶν Βασιλέων Ἑλλάδος καὶ Ρουμανίας ἐν Ἀβαζίᾳ.: [598, 383, 878, 462]
- funeral-children-label: Τὰ τέκνα: [1333, 343, 1395, 358]
- ad-line: Μὲ μηχανισμοὺς τελειοτάτους.: [1260, 607, 1468, 622]
- section-heading: Ο ΜΗΤΡΟΠΟΛΙΤΗΣ ΠΡΕΒΕΖΗΣ: [618, 696, 858, 716]
- relative-role: Οἱ ἔγγονοι: [1440, 450, 1512, 465]
- society-item: Αὔριον ἑορτάζει ἡ μήτηρ τοῦ καλλίστου ὑπαλλήλου τοῦ Ἀρείου Πάγου καὶ τελειοφοίτου τῆς Νομικῆς Μιχαὴλ Γ. Καπορόπουλου, ἐπ' εὐκαιρίᾳ.: [340, 1074, 582, 1152]
- ad-brand: ΝΑΟΥΜΑΝ: [1289, 563, 1439, 588]
- top-rule: [40, 100, 1560, 103]
- funeral-intro: Τὸν προσφιλέστατον ἡμῶν σύζυγον, πατέρα, ἀδελφὸν, θεῖον καὶ πάππον: [1183, 160, 1545, 190]
- news-item: Ἡ Α. Β. Υ. ὁ πρίγκηψ Νικόλαος ἐκλεγεὶς ὑπὸ τῆς ἐφορείας τῆς «Νέας Σκηνῆς» ἐπίτιμος πρόεδρος, ἐδήλωσε κατηγορηματικῶς ὅτι δὲν ἀποδέχεται τὴν ἐκλογὴν ταύτην καὶ ὅτι ἀδυνατεῖ νὰ θέσῃ ὑπὸ τὴν ὑψηλὴν αὐτοῦ προστασίαν σωματεῖον, ὅπερ θεωρεῖ θνησιγενὲς καὶ τοῦ ὁποίου τὴν ὕπαρξιν ἄλλως τε προκαλοῦσι ἐν ἀρχῇ λόγοι ἀμφίβολοι ἀντιδράσεως κατὰ τοῦ Βασιλικοῦ θεάτρου.: [40, 302, 322, 473]
- ad-line: Μὲ ἐγγύησιν δέκα ἐτῶν.: [1283, 624, 1445, 639]
- news-item: Ἐκ τοῦ ἐμπορικοῦ συλλόγου ἀνεγράφησαν μέλη οἱ κ.κ. Ἀθανασίου, Ρηγόπουλος, Παπαδόπουλος καὶ Μανωλόπουλος, ὃν ἐξελέγη πρόεδρος, Α. Δημητρόπουλος, Κ. Χρυσοβέλης, Γ. Πετρόπουλος, Π. Σταθόπουλος.: [40, 1939, 322, 2033]
- relative-name: Ἰωάννης: [1216, 405, 1274, 420]
- funeral-body: θὰ ὁδηγήσωμεν σήμερον κηδεύοντες αὔριον Παρασκευὴν ὥραν 10 π. μ. ἐκ τῆς ἐπὶ τῆς ὁδοῦ Σταδίου ἀντικρὺ τοῦ ὑπουργείου τῶν Ἐσωτερικῶν οἰκίας μας, εἰς τὸν Καθολικὸν ναὸν τοῦ Ἁγ. Διονυσίου.: [1176, 230, 1552, 290]
- relative-name: Ἑλένη: [1216, 420, 1258, 435]
- news-item: Ἐφημερὶς τῆς Κυβερνήσεως. Παύεται τῆς παρατάξεως ἀποστάσεως παρὰ τῷ σχολείῳ τῆς Ἱππευτικῆς ὁ ἀπίλαρχος κ. Α. Καραπάνος. Τοποθετεῖται δὲ ὁ ἴλαρχος Γ. Μοσχόδακης εἰς τὸ 3ον Σύνταγμα τοῦ ἱππικοῦ. Ἀποσπᾶται εἰς τὴν ἱππευτικὴν σχολὴν ὁ ὑπίλαρχος κ. Στ. Μεταξᾶς.: [340, 506, 582, 646]
- rule: [598, 1096, 878, 1098]
- funeral-heading: ΚΗΔΕΙΑ: [1315, 134, 1413, 158]
- article-text: Ἐπισήμως περὶ τῶν ἐν Ριτσώνᾳ στρατιωτικῶν γυμνασίων οὐδὲν ἐγνώσθη, ἀλλὰ βεβαιοῦται, ὅτι ἐδόθησαν ἤδη αἱ σχετικαὶ διαταγαὶ, ὅπως ἑτοιμασθῶσι διὰ τὴν μέχρι Ριτσώνας πορείαν.: [598, 1702, 878, 1796]
